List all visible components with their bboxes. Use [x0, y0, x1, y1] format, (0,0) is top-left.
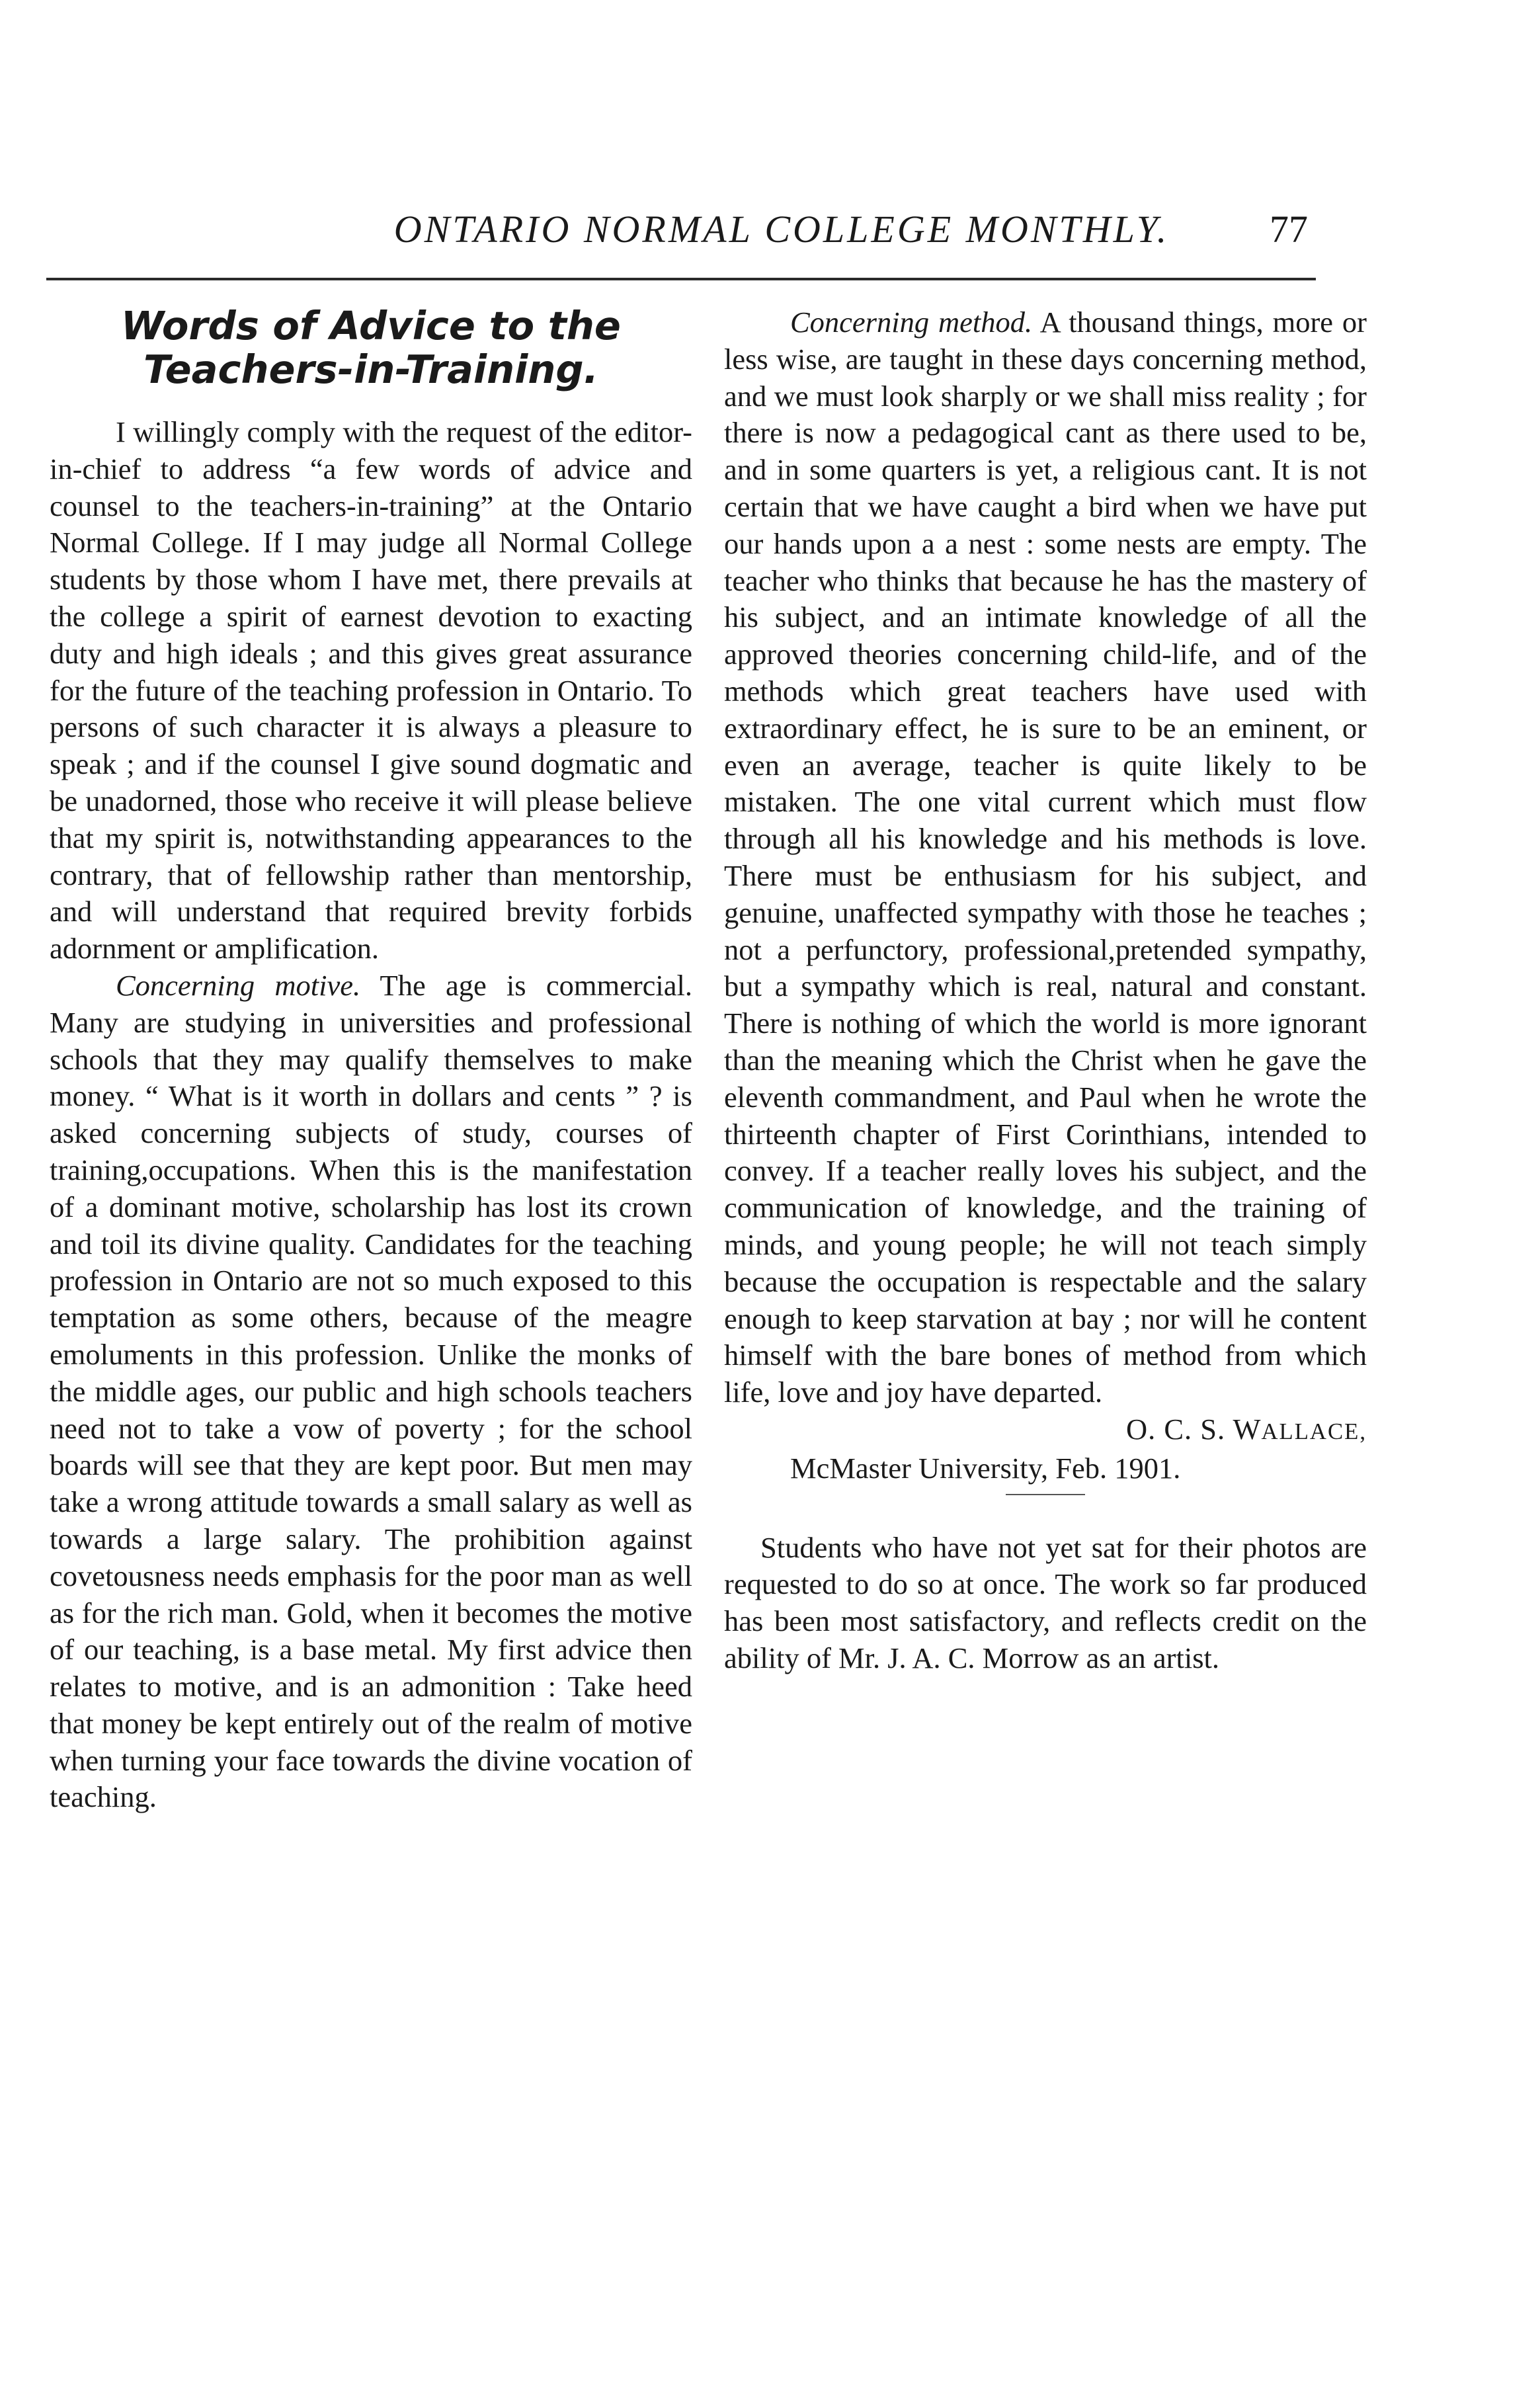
header-rule [46, 278, 1316, 280]
running-head: ONTARIO NORMAL COLLEGE MONTHLY. [393, 208, 1170, 251]
motive-text: The age is commercial. Many are studying in universities and professional schools that they may qualify themselves to make money. “ What is it worth in dollars and cents ” ? is asked concerning subjects of study, courses of training,occupations. When this is the manifestation of a dominant motive, scholarship has lost its crown and toil its divine quality. Candidates for the teaching profession in Ontario are not so much exposed to this temptation as some others, because of the meagre emoluments in this profession. Unlike the monks of the middle ages, our public and high schools teachers need not to take a vow of poverty ; for the school boards will see that they are kept poor. But men may take a wrong attitude towards a small salary as well as towards a large salary. The prohibition against covetousness needs emphasis for the poor man as well as for the rich man. Gold, when it becomes the motive of our teaching, is a base metal. My first advice then relates to motive, and is an admonition : Take heed that money be kept entirely out of the realm of motive when turning your face towards the divine vocation of teaching. [50, 968, 692, 1814]
motive-heading: Concerning motive. [116, 968, 361, 1002]
signature-initials: O. C. S. W [1125, 1412, 1262, 1446]
article-title: Words of Advice to the Teachers-in-Training. [121, 303, 621, 392]
signature-surname: ALLACE, [1261, 1418, 1367, 1444]
intro-paragraph: I willingly comply with the request of the editor-in-chief to address “a few words of advice and counsel to the teachers-in-training” at the Ontario Normal College. If I may judge all Normal College students by those whom I have met, there prevails at the college a spirit of earnest devotion to exacting duty and high ideals ; and this gives great assurance for the future of the teaching profession in Ontario. To persons of such character it is always a pleasure to speak ; and if the counsel I give sound dogmatic and be unadorned, those who receive it will please believe that my spirit is, notwithstanding appearances to the contrary, that of fellowship rather than mentorship, and will understand that required brevity forbids adornment or amplification. [50, 415, 692, 966]
section-divider [1006, 1494, 1085, 1495]
method-heading: Concerning method. [790, 306, 1033, 339]
signature [724, 1411, 1367, 1450]
photo-notice: Students who have not yet sat for their photos are requested to do so at once. The work so far produced has been most satisfactory, and reflects credit on the ability of Mr. J. A. C. Morrow as an artist. [724, 1530, 1367, 1674]
left-column [50, 304, 692, 1816]
page-number: 77 [1270, 208, 1308, 251]
right-column [724, 304, 1367, 1677]
method-text: A thousand things, more or less wise, are taught in these days concerning method, and we must look sharply or we shall miss reality ; for there is now a pedagogical cant as there used to be, and in some quarters is yet, a religious cant. It is not certain that we have caught a bird when we have put our hands upon a a nest : some nests are empty. The teacher who thinks that because he has the mastery of his subject, and an intimate knowledge of all the approved theories concerning child-life, and of the methods which great teachers have used with extraordinary effect, he is sure to be an eminent, or even an average, teacher is quite likely to be mistaken. The one vital current which must flow through all his knowledge and his methods is love. There must be enthusiasm for his subject, and genuine, unaffected sympathy with those he teaches ; not a perfunctory, professional,pretended sympathy, but a sympathy which is real, natural and constant. There is nothing of which the world is more ignorant than the meaning which the Christ when he gave the eleventh commandment, and Paul when he wrote the thirteenth chapter of First Corinthians, intended to convey. If a teacher really loves his subject, and the communication of knowledge, and the training of minds, and young people; he will not teach simply because the occupation is respectable and the salary enough to keep starvation at bay ; nor will he content himself with the bare bones of method from which life, love and joy have departed. [724, 306, 1367, 1409]
signature-name [1126, 1413, 1367, 1446]
motive-paragraph [50, 967, 692, 1816]
method-paragraph [724, 304, 1367, 1487]
signature-place: McMaster University, Feb. 1901. [790, 1451, 1181, 1485]
